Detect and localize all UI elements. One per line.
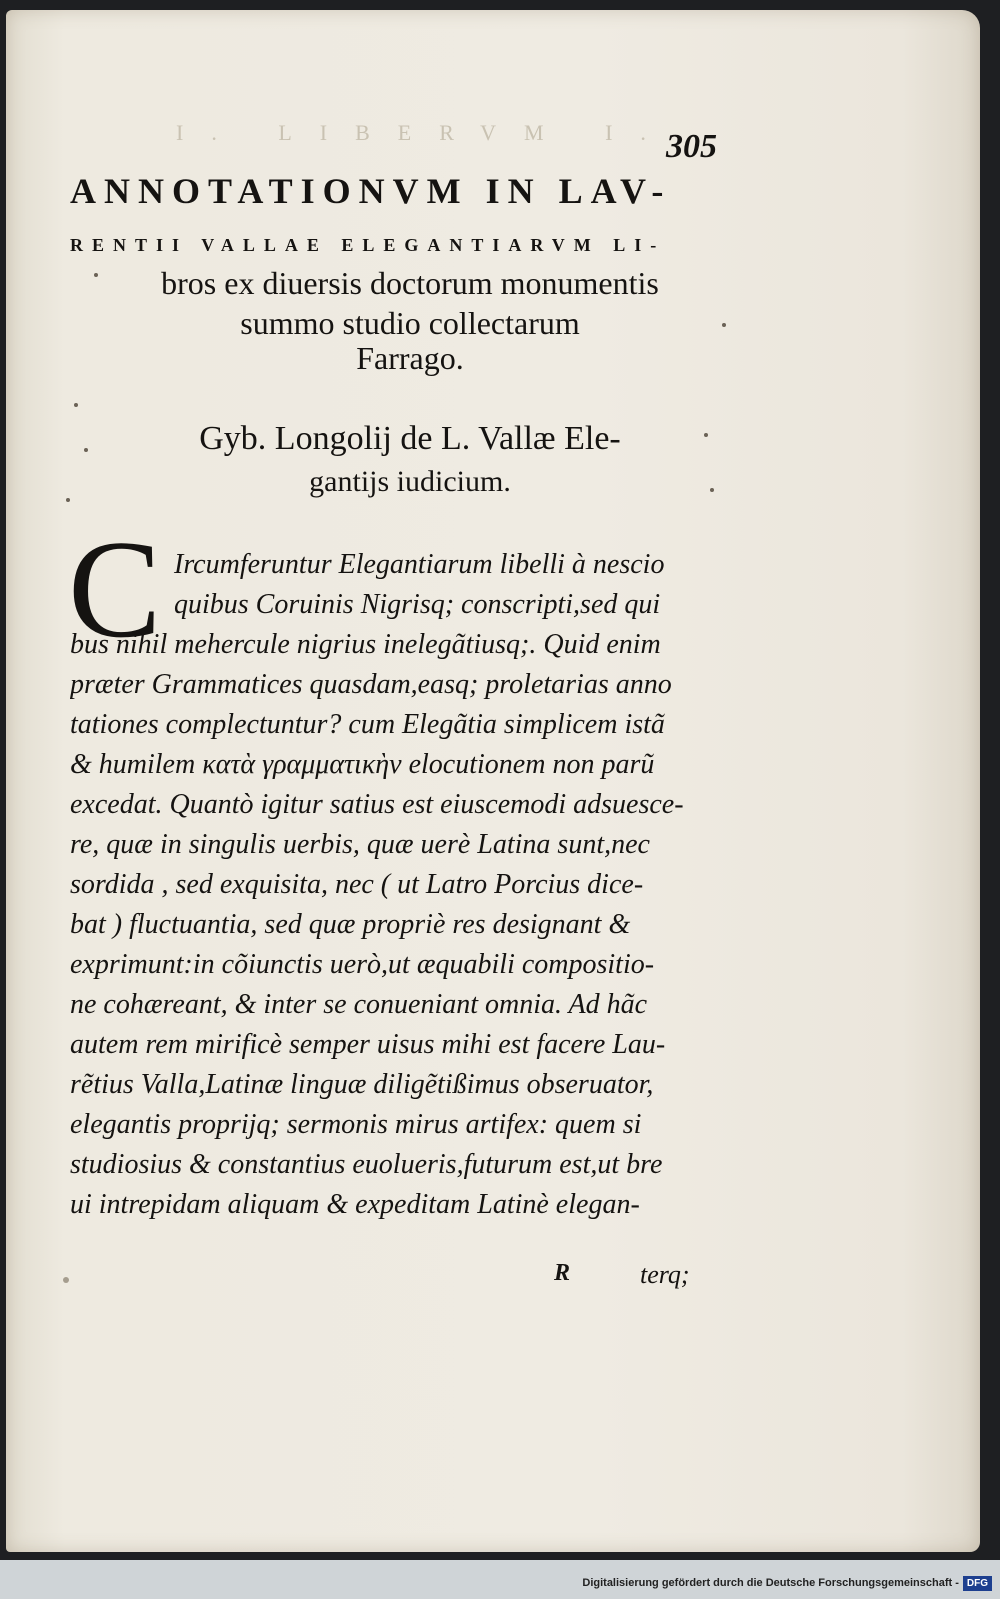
body-line: rẽtius Valla,Latinæ linguæ diligẽtißimus obseruator, bbox=[70, 1069, 654, 1100]
body-line: tationes complectuntur? cum Elegãtia simplicem istã bbox=[70, 709, 665, 740]
subtitle-line-2: gantijs iudicium. bbox=[309, 465, 511, 498]
body-line: & humilem κατὰ γραμματικὴν elocutionem non parũ bbox=[70, 749, 655, 780]
body-line: exprimunt:in cõiunctis uerò,ut æquabili compositio- bbox=[70, 949, 655, 980]
body-line: ne cohæreant, & inter se conueniant omnia. Ad hãc bbox=[70, 989, 648, 1020]
page-number: 305 bbox=[666, 128, 717, 165]
title-line-5: Farrago. bbox=[356, 340, 464, 376]
running-head: I. LIBERVM I. bbox=[176, 120, 674, 145]
title-line-3: bros ex diuersis doctorum monumentis bbox=[161, 265, 659, 301]
subtitle-line-1: Gyb. Longolij de L. Vallæ Ele- bbox=[199, 420, 621, 457]
catchword: terq; bbox=[640, 1260, 690, 1289]
body-line: Ircumferuntur Elegantiarum libelli à nescio bbox=[174, 549, 665, 580]
title-line-4: summo studio collectarum bbox=[240, 305, 580, 341]
body-line: elegantis proprijq; sermonis mirus artifex: quem si bbox=[70, 1109, 642, 1140]
body-line: excedat. Quantò igitur satius est eiuscemodi adsuesce- bbox=[70, 789, 684, 820]
body-line: re, quæ in singulis uerbis, quæ uerè Latina sunt,nec bbox=[70, 829, 650, 860]
signature-mark: R bbox=[554, 1260, 571, 1286]
body-line: bus nihil mehercule nigrius inelegãtiusq;. Quid enim bbox=[70, 629, 661, 660]
title-line-2: RENTII VALLAE ELEGANTIARVM LI- bbox=[70, 235, 666, 255]
title-line-1: ANNOTATIONVM IN LAV- bbox=[70, 171, 672, 211]
drop-cap: C bbox=[68, 512, 162, 667]
dfg-logo: DFG bbox=[963, 1576, 992, 1591]
body-line: præter Grammatices quasdam,easq; proletarias anno bbox=[70, 669, 672, 700]
body-line: quibus Coruinis Nigrisq; conscripti,sed qui bbox=[174, 589, 661, 620]
body-line: sordida , sed exquisita, nec ( ut Latro Porcius dice- bbox=[70, 869, 644, 900]
body-line: bat ) fluctuantia, sed quæ propriè res designant & bbox=[70, 909, 631, 940]
body-line: ui intrepidam aliquam & expeditam Latinè elegan- bbox=[70, 1189, 640, 1220]
body-line: studiosius & constantius euolueris,futurum est,ut bre bbox=[70, 1149, 663, 1180]
digitization-credit bbox=[582, 1573, 992, 1593]
credit-text: Digitalisierung gefördert durch die Deutsche Forschungsgemeinschaft - bbox=[582, 1577, 959, 1589]
book-page bbox=[6, 10, 980, 1552]
body-text bbox=[70, 545, 730, 1225]
body-line: autem rem mirificè semper uisus mihi est facere Lau- bbox=[70, 1029, 666, 1060]
